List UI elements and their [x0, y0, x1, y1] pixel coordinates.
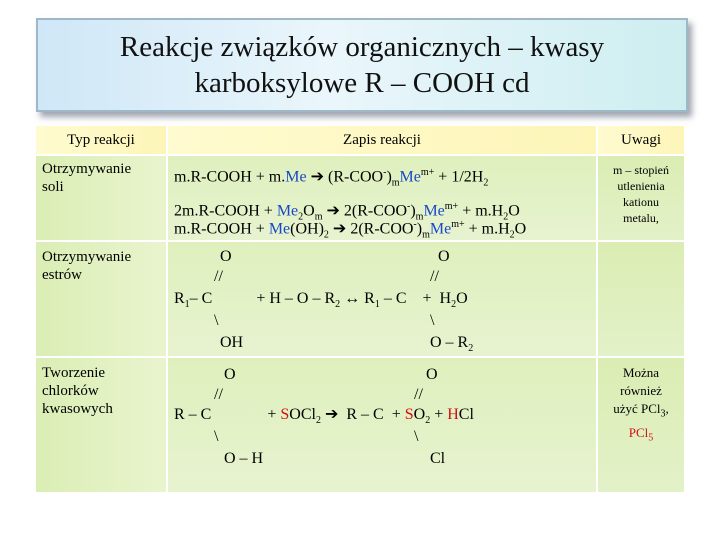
row-esters-reaction — [168, 242, 596, 356]
equation-salt-hydroxide: m.R-COOH + $Me(OH)_2$ ➔ $2(R-COO^-)_mMe^{m+} + m.H_2O$ — [174, 219, 527, 241]
row-esters-type-line1: Otrzymywanie — [42, 249, 132, 265]
equation-esterification: $R_1-$ C + H – O – $R_2$ ↔ $R_1$ – C + $H_2O$ — [174, 290, 468, 311]
ester-product-or2: O – $R_2$ — [430, 334, 474, 355]
row-salts-reaction — [168, 156, 596, 240]
note-line-pcl5: PCl$_5$ — [628, 424, 654, 444]
chloride-acid-double-bond: // — [214, 386, 223, 403]
row-chlorides-type-line1: Tworzenie — [42, 365, 106, 381]
note-line: kationu — [623, 195, 659, 209]
row-chlorides-type-line2: chlorków — [42, 383, 99, 399]
header-type: Typ reakcji — [36, 126, 166, 154]
row-esters-type-line2: estrów — [42, 267, 82, 283]
row-salts-note — [598, 156, 684, 240]
row-salts-type — [36, 156, 166, 240]
equation-acyl-chloride: R – C + SOCl$_2$ ➔ $R - C + SO_2$ + HCl — [174, 406, 474, 427]
note-line: m – stopień — [613, 163, 669, 177]
note-line: utlenienia — [617, 179, 665, 193]
row-salts-type-line2: soli — [42, 179, 64, 195]
row-esters-type — [36, 242, 166, 356]
note-line-pcl3: użyć PCl$_3$, — [613, 401, 669, 420]
equation-salt-metal: m.R-COOH + m.Me ➔ $(R-COO^-)_mMe^{m+} + 1/2H_2$ — [174, 167, 489, 189]
ester-acid-single-bond: \ — [214, 312, 219, 329]
note-line: Można — [622, 365, 660, 380]
chloride-product-o: O — [426, 366, 438, 383]
row-esters-note — [598, 242, 684, 356]
ester-product-o: O — [438, 248, 450, 265]
chloride-acid-single-bond: \ — [214, 428, 219, 445]
ester-product-double-bond: // — [430, 268, 439, 285]
chloride-acid-oh: O – H — [224, 450, 264, 467]
chloride-product-double-bond: // — [414, 386, 423, 403]
ester-acid-oh: OH — [220, 334, 244, 351]
chloride-acid-o: O — [224, 366, 236, 383]
ester-product-single-bond: \ — [430, 312, 435, 329]
chloride-product-single-bond: \ — [414, 428, 419, 445]
header-reaction: Zapis reakcji — [168, 126, 596, 154]
title-banner — [36, 18, 688, 112]
ester-acid-double-bond: // — [214, 268, 223, 285]
title-line-2: karboksylowe R – COOH cd — [194, 67, 530, 99]
row-chlorides-reaction — [168, 358, 596, 492]
row-chlorides-type-line3: kwasowych — [42, 401, 113, 417]
row-chlorides-type — [36, 358, 166, 492]
note-line: również — [620, 383, 662, 398]
header-notes: Uwagi — [598, 126, 684, 154]
title-line-1: Reakcje związków organicznych – kwasy — [119, 31, 605, 63]
ester-acid-o: O — [220, 248, 232, 265]
row-salts-type-line1: Otrzymywanie — [42, 161, 132, 177]
equation-salt-oxide: 2m.R-COOH + $Me_2O_m$ ➔ $2(R-COO^-)_mMe^{m+} + m.H_2O$ — [174, 201, 520, 223]
note-line: metalu, — [623, 211, 659, 225]
chloride-product-cl: Cl — [430, 450, 446, 467]
row-chlorides-note — [598, 358, 684, 492]
